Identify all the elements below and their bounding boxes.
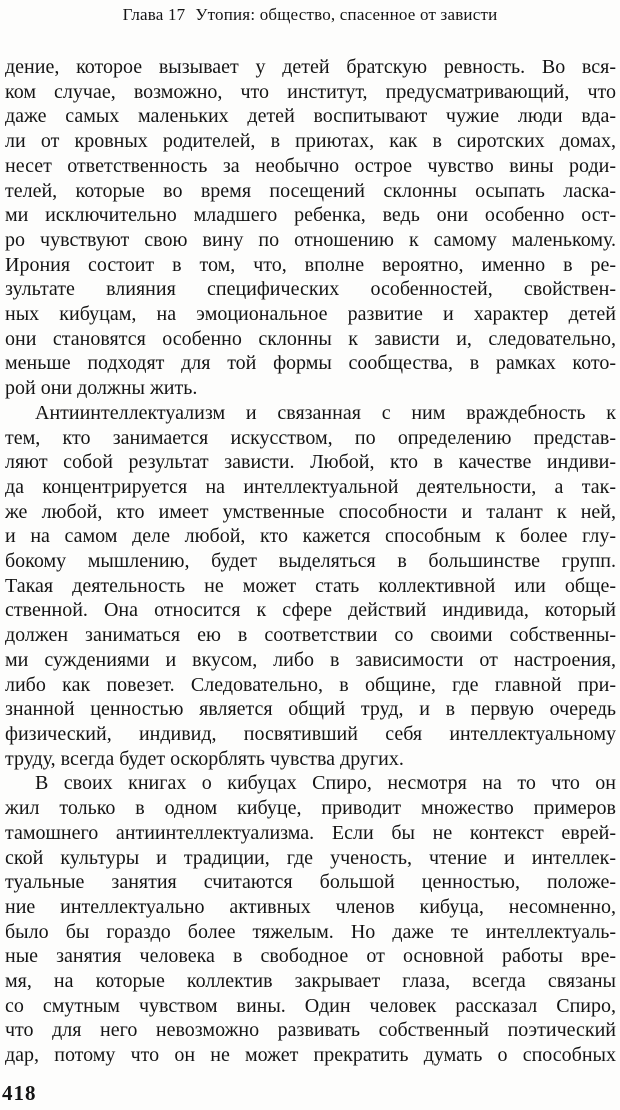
text-line: ные занятия человека в свободное от основной работы вре- (5, 945, 616, 968)
text-line: ственной. Она относится к сфере действий индивида, который (5, 599, 616, 622)
text-line: жил только в одном кибуце, приводит множество примеров (5, 797, 616, 820)
text-line: телей, которые во время посещений склонны осыпать ласка- (5, 179, 616, 202)
text-line: же любой, кто имеет умственные способности и талант к ней, (5, 500, 616, 523)
text-line: ми суждениями и вкусом, либо в зависимости от настроения, (5, 648, 616, 671)
text-line: ро чувствуют свою вину по отношению к самому маленькому. (5, 228, 616, 251)
text-line: и на самом деле любой, кто кажется способным к более глу- (5, 525, 616, 548)
text-line: Антиинтеллектуализм и связанная с ним враждебность к (35, 401, 616, 424)
text-line: несет ответственность за необычно острое чувство вины роди- (5, 154, 616, 177)
text-line: ли от кровных родителей, в приютах, как в сиротских домах, (5, 130, 616, 153)
text-line: тамошнего антиинтеллектуализма. Если бы не контекст еврей- (5, 821, 616, 844)
text-line: даже самых маленьких детей воспитывают чужие люди вда- (5, 105, 616, 128)
text-line: Ирония состоит в том, что, вполне вероятно, именно в ре- (5, 253, 616, 276)
text-line: ляют собой результат зависти. Любой, кто в качестве индиви- (5, 451, 616, 474)
text-line: дар, потому что он не может прекратить думать о способных (5, 1044, 616, 1067)
text-line: ных кибуцам, на эмоциональное развитие и характер детей (5, 303, 616, 326)
text-line: туальные занятия считаются большой ценностью, положе- (5, 871, 616, 894)
text-line: что для него невозможно развивать собственный поэтический (5, 1019, 616, 1042)
text-line: они становятся особенно склонны к зависти и, следовательно, (5, 327, 616, 350)
text-line: ние интеллектуально активных членов кибуца, несомненно, (5, 895, 616, 918)
text-line: да концентрируется на интеллектуальной деятельности, а так- (5, 475, 616, 498)
text-line: должен заниматься ею в соответствии со своими собственны- (5, 624, 616, 647)
text-line: меньше подходят для той формы сообщества, в рамках кото- (5, 352, 616, 375)
text-line: ской культуры и традиции, где ученость, чтение и интеллек- (5, 846, 616, 869)
chapter-title: Утопия: общество, спасенное от зависти (195, 5, 498, 24)
text-line: было бы гораздо более тяжелым. Но даже те интеллектуаль- (5, 920, 616, 943)
chapter-label: Глава 17 (122, 5, 186, 24)
text-line: В своих книгах о кибуцах Спиро, несмотря на то что он (35, 772, 616, 795)
text-line: Такая деятельность не может стать коллективной или обще- (5, 574, 616, 597)
text-line: дение, которое вызывает у детей братскую ревность. Во вся- (5, 56, 616, 78)
text-line: мя, на которые коллектив закрывает глаза, всегда связаны (5, 970, 616, 993)
text-line: либо как повезет. Следовательно, в общине, где главной при- (5, 673, 616, 696)
page-number: 418 (2, 1081, 37, 1105)
text-line: со смутным чувством вины. Один человек рассказал Спиро, (5, 994, 616, 1017)
text-line: труду, всегда будет оскорблять чувства других. (5, 747, 404, 770)
text-line: зультате влияния специфических особенностей, свойствен- (5, 278, 616, 301)
text-line: ком случае, возможно, что институт, предусматривающий, что (5, 80, 616, 103)
text-line: ми исключительно младшего ребенка, ведь они особенно ост- (5, 204, 616, 227)
text-line: физический, индивид, посвятивший себя интеллектуальному (5, 722, 616, 745)
running-head (0, 0, 620, 26)
text-block (5, 55, 616, 1068)
text-line: знанной ценностью является общий труд, и в первую очередь (5, 698, 616, 721)
text-line: рой они должны жить. (5, 377, 198, 400)
text-line: тем, кто занимается искусством, по определению представ- (5, 426, 616, 449)
text-line: бокому мышлению, будет выделяться в большинстве групп. (5, 550, 616, 573)
